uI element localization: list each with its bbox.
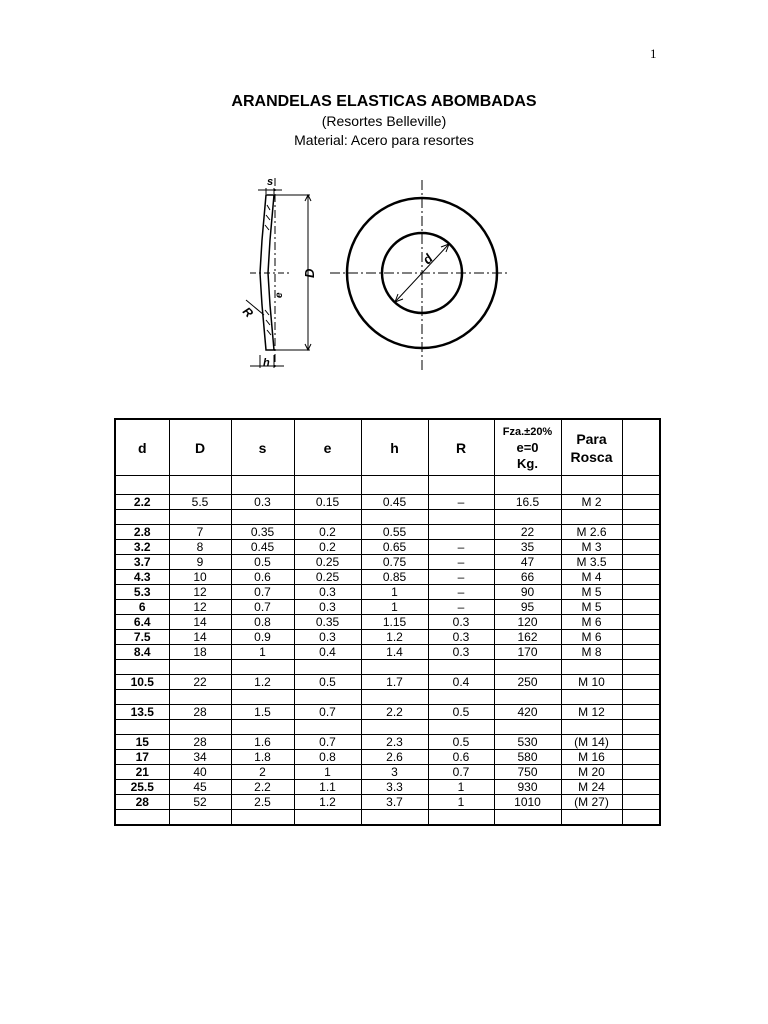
cell-h [361,720,428,735]
table-row [115,476,660,495]
cell-thread: M 6 [561,630,622,645]
cell-h: 0.85 [361,570,428,585]
cell-e: 0.3 [294,600,361,615]
cell-R: – [428,495,494,510]
cell-h: 2.6 [361,750,428,765]
cell-s: 0.9 [231,630,294,645]
cell-thread: M 16 [561,750,622,765]
cell-thread: (M 14) [561,735,622,750]
cell-e [294,720,361,735]
cell-force: 35 [494,540,561,555]
washer-front-view [330,180,508,370]
cell-R: 0.7 [428,765,494,780]
cell-s: 0.7 [231,600,294,615]
cell-h [361,510,428,525]
cell-thread: M 3 [561,540,622,555]
cell-thread [561,660,622,675]
cell-thread: M 5 [561,600,622,615]
cell-force: 580 [494,750,561,765]
cell-R: 0.3 [428,615,494,630]
cell-d: 28 [115,795,169,810]
cell-e: 0.15 [294,495,361,510]
cell-D [169,810,231,826]
cell-s: 2.5 [231,795,294,810]
cell-d: 2.2 [115,495,169,510]
cell-D: 34 [169,750,231,765]
cell-s [231,810,294,826]
cell-D: 52 [169,795,231,810]
cell-h: 1.7 [361,675,428,690]
cell-e: 1.1 [294,780,361,795]
label-h: h [263,357,270,369]
cell-force: 170 [494,645,561,660]
label-s: s [267,176,274,188]
cell-thread: M 3.5 [561,555,622,570]
cell-e: 0.3 [294,585,361,600]
cell-empty [622,795,660,810]
table-row [115,615,660,630]
cell-force [494,476,561,495]
header-s: s [231,419,294,476]
table-row [115,495,660,510]
cell-h: 0.75 [361,555,428,570]
cell-force: 930 [494,780,561,795]
cell-D: 14 [169,630,231,645]
cell-e [294,690,361,705]
cell-R: – [428,585,494,600]
cell-h: 0.45 [361,495,428,510]
table-row [115,810,660,826]
cell-d [115,476,169,495]
header-h: h [361,419,428,476]
cell-d: 17 [115,750,169,765]
cell-d [115,810,169,826]
table-row [115,645,660,660]
header-D: D [169,419,231,476]
cell-d [115,660,169,675]
cell-thread: M 2 [561,495,622,510]
cell-s: 0.45 [231,540,294,555]
cell-empty [622,735,660,750]
cell-thread: M 5 [561,585,622,600]
header-thread [561,419,622,476]
table-row [115,570,660,585]
cell-force: 750 [494,765,561,780]
cell-d [115,510,169,525]
cell-D [169,660,231,675]
cell-e: 0.3 [294,630,361,645]
cell-s: 0.6 [231,570,294,585]
label-e: e [274,292,285,298]
cell-thread: M 20 [561,765,622,780]
cell-thread [561,476,622,495]
cell-h: 1 [361,585,428,600]
cell-s [231,510,294,525]
cell-thread: M 8 [561,645,622,660]
cell-D [169,510,231,525]
cell-force: 16.5 [494,495,561,510]
cell-D: 40 [169,765,231,780]
cell-e: 0.25 [294,570,361,585]
cell-d: 6.4 [115,615,169,630]
table-row [115,510,660,525]
cell-force [494,690,561,705]
cell-D: 28 [169,735,231,750]
cell-force: 90 [494,585,561,600]
cell-s: 1.6 [231,735,294,750]
cell-d: 7.5 [115,630,169,645]
washer-drawing [230,170,510,375]
header-thread-line1: Para [576,430,607,447]
table-row [115,525,660,540]
cell-d: 2.8 [115,525,169,540]
cell-R: 0.5 [428,735,494,750]
header-force-line2: e=0 [516,439,539,455]
cell-force [494,660,561,675]
cell-e: 0.7 [294,705,361,720]
cell-R: – [428,570,494,585]
cell-empty [622,690,660,705]
cell-D: 8 [169,540,231,555]
cell-empty [622,765,660,780]
cell-force: 420 [494,705,561,720]
cell-h [361,476,428,495]
cell-s: 1.8 [231,750,294,765]
table-row [115,675,660,690]
cell-e: 0.25 [294,555,361,570]
cell-h [361,690,428,705]
cell-d: 4.3 [115,570,169,585]
cell-empty [622,525,660,540]
cell-empty [622,600,660,615]
cell-s [231,720,294,735]
table-row [115,795,660,810]
cell-empty [622,675,660,690]
cell-e [294,476,361,495]
header-force [494,419,561,476]
cell-thread [561,720,622,735]
cell-s: 2.2 [231,780,294,795]
cell-D: 7 [169,525,231,540]
cell-h: 1.4 [361,645,428,660]
cell-R [428,525,494,540]
cell-empty [622,540,660,555]
cell-empty [622,810,660,826]
cell-e: 0.5 [294,675,361,690]
cell-d: 15 [115,735,169,750]
cell-D: 45 [169,780,231,795]
cell-R: 0.3 [428,645,494,660]
cell-s: 0.35 [231,525,294,540]
label-R: R [239,304,256,321]
cell-d: 8.4 [115,645,169,660]
cell-D: 12 [169,585,231,600]
cell-force: 66 [494,570,561,585]
cell-R: 0.4 [428,675,494,690]
cell-empty [622,615,660,630]
cell-h: 2.2 [361,705,428,720]
cell-s [231,660,294,675]
table-row [115,735,660,750]
cell-empty [622,705,660,720]
cell-empty [622,585,660,600]
cell-D: 28 [169,705,231,720]
cell-D [169,720,231,735]
cell-h: 1.15 [361,615,428,630]
header-thread-line2: Rosca [570,448,613,465]
cell-h: 0.65 [361,540,428,555]
table-row [115,765,660,780]
cell-h: 1 [361,600,428,615]
cell-e [294,810,361,826]
cell-force: 120 [494,615,561,630]
cell-force [494,510,561,525]
table-row [115,540,660,555]
cell-thread: M 2.6 [561,525,622,540]
header-force-line3: Kg. [517,455,538,471]
cell-force: 162 [494,630,561,645]
cell-empty [622,720,660,735]
cell-empty [622,630,660,645]
header-e: e [294,419,361,476]
cell-e: 0.35 [294,615,361,630]
cell-e: 0.8 [294,750,361,765]
cell-d: 3.2 [115,540,169,555]
cell-d [115,720,169,735]
spec-table [114,418,661,826]
cell-force [494,810,561,826]
material-line: Material: Acero para resortes [294,132,474,148]
cell-s: 2 [231,765,294,780]
header-d: d [115,419,169,476]
cell-force [494,720,561,735]
cell-R [428,720,494,735]
cell-e [294,660,361,675]
cell-e: 0.7 [294,735,361,750]
cell-e [294,510,361,525]
cell-R: 0.6 [428,750,494,765]
cell-d: 21 [115,765,169,780]
cell-empty [622,495,660,510]
cell-s [231,690,294,705]
table-row [115,600,660,615]
cell-h: 3.7 [361,795,428,810]
cell-force: 22 [494,525,561,540]
cell-d: 25.5 [115,780,169,795]
cell-thread: M 6 [561,615,622,630]
cell-e: 1.2 [294,795,361,810]
table-body [115,476,660,826]
cell-thread [561,510,622,525]
table-row [115,585,660,600]
cell-empty [622,570,660,585]
table-row [115,705,660,720]
cell-s: 0.5 [231,555,294,570]
label-d: d [419,250,436,268]
cell-empty [622,750,660,765]
header-R: R [428,419,494,476]
label-D: D [302,268,317,278]
header-empty [622,419,660,476]
cell-d: 5.3 [115,585,169,600]
cell-d [115,690,169,705]
cell-e: 1 [294,765,361,780]
table-row [115,750,660,765]
cell-empty [622,555,660,570]
cell-force: 250 [494,675,561,690]
cell-force: 1010 [494,795,561,810]
page-title: ARANDELAS ELASTICAS ABOMBADAS [231,93,537,110]
cell-empty [622,660,660,675]
cell-R [428,810,494,826]
table-row [115,720,660,735]
cell-force: 95 [494,600,561,615]
cell-h: 3.3 [361,780,428,795]
table-row [115,690,660,705]
cell-h [361,810,428,826]
cell-D [169,690,231,705]
cell-thread: M 24 [561,780,622,795]
cell-s [231,476,294,495]
cell-R [428,476,494,495]
cell-thread: M 12 [561,705,622,720]
cell-thread: M 10 [561,675,622,690]
table-row [115,555,660,570]
cell-R: 1 [428,795,494,810]
page-number: 1 [650,46,657,61]
cell-s: 1.5 [231,705,294,720]
cell-d: 13.5 [115,705,169,720]
cell-force: 530 [494,735,561,750]
cell-h: 0.55 [361,525,428,540]
cell-empty [622,476,660,495]
cell-R: 0.5 [428,705,494,720]
cell-R: – [428,555,494,570]
cell-d: 3.7 [115,555,169,570]
cell-thread: M 4 [561,570,622,585]
cell-thread [561,690,622,705]
cell-s: 0.3 [231,495,294,510]
cell-thread: (M 27) [561,795,622,810]
header-force-line1: Fza.±20% [502,425,553,438]
cell-D [169,476,231,495]
table-row [115,630,660,645]
cell-D: 12 [169,600,231,615]
cell-e: 0.4 [294,645,361,660]
table-header-row [115,419,660,476]
cell-D: 9 [169,555,231,570]
cell-e: 0.2 [294,525,361,540]
cell-empty [622,510,660,525]
cell-D: 14 [169,615,231,630]
cell-thread [561,810,622,826]
cell-R: – [428,540,494,555]
cell-e: 0.2 [294,540,361,555]
cell-s: 1 [231,645,294,660]
table-row [115,780,660,795]
cell-empty [622,780,660,795]
cell-s: 0.7 [231,585,294,600]
cell-D: 10 [169,570,231,585]
cell-R: – [428,600,494,615]
cell-R [428,660,494,675]
cell-R: 0.3 [428,630,494,645]
cell-h [361,660,428,675]
cell-R: 1 [428,780,494,795]
cell-h: 2.3 [361,735,428,750]
cell-h: 3 [361,765,428,780]
cell-empty [622,645,660,660]
page-subtitle: (Resortes Belleville) [321,113,447,129]
cell-d: 10.5 [115,675,169,690]
cell-D: 5.5 [169,495,231,510]
cell-D: 18 [169,645,231,660]
cell-force: 47 [494,555,561,570]
cell-R [428,510,494,525]
cell-s: 0.8 [231,615,294,630]
cell-D: 22 [169,675,231,690]
cell-h: 1.2 [361,630,428,645]
cell-s: 1.2 [231,675,294,690]
cell-R [428,690,494,705]
cell-d: 6 [115,600,169,615]
table-row [115,660,660,675]
